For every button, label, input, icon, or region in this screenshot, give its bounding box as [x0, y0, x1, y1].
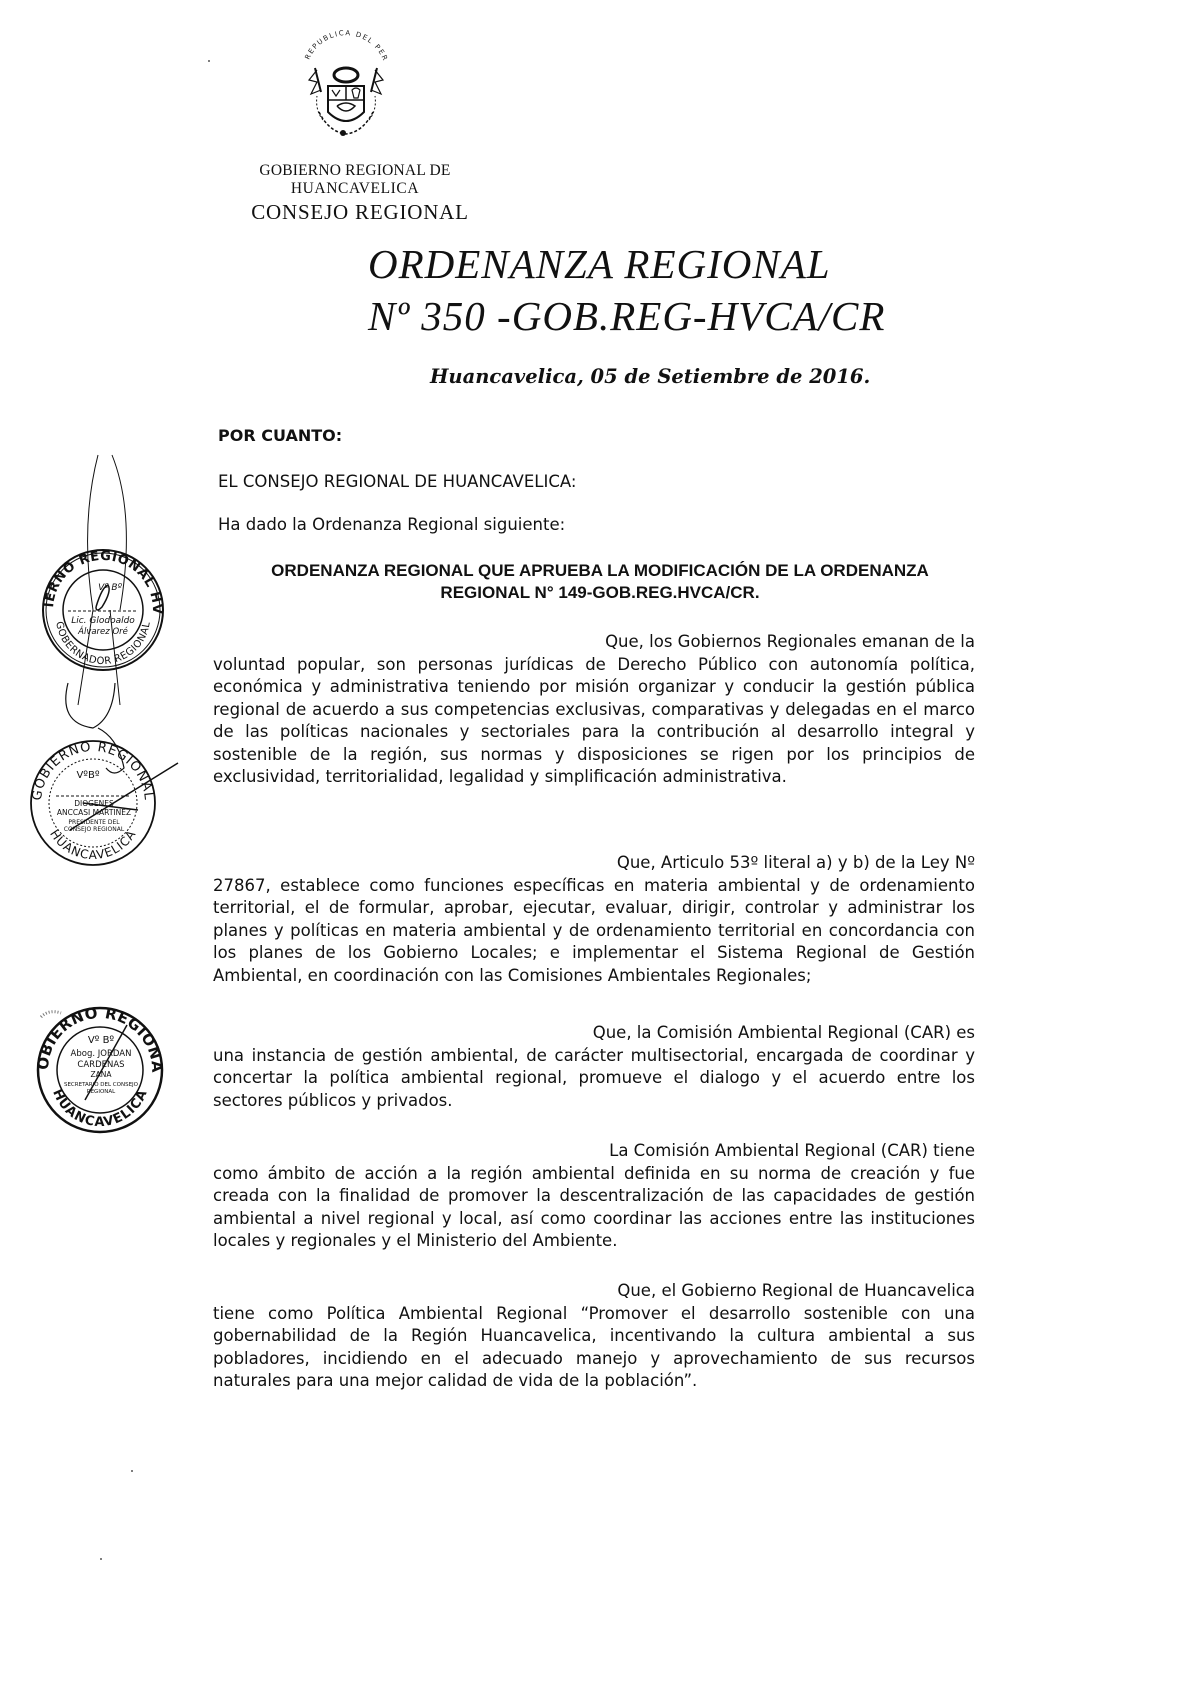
ha-dado-line: Ha dado la Ordenanza Regional siguiente:	[218, 515, 566, 534]
paragraph-text: voluntad popular, son personas jurídicas de Derecho Público con autonomía política, económica y administrativa teniendo por misión organizar y conducir la gestión pública regional de acuerdo a sus competencias exclusivas, comparativas y delegadas en el marco de las políticas nacionales y sectoriales para la contribución al desarrollo integral y sostenible de la región, sus normas y disposiciones se rigen por los principios de exclusividad, territorialidad, legalidad y simplificación administrativa.	[213, 654, 975, 786]
paragraph-text: 27867, establece como funciones específicas en materia ambiental y de ordenamiento territorial, el de formular, aprobar, ejecutar, evaluar, dirigir, controlar y administrar los planes y políticas en materia ambiental y de ordenamiento territorial en concordancia con los planes de los Gobierno Locales; e implementar el Sistema Regional de Gestión Ambiental, en coordinación con las Comisiones Ambientales Regionales;	[213, 875, 975, 985]
stamp-name-1: Abog. JORDAN	[70, 1049, 132, 1059]
stamp-role-1: SECRETARIO DEL CONSEJO	[63, 1082, 139, 1088]
presidente-consejo-seal-stamp	[28, 738, 158, 872]
scan-speck	[100, 1558, 102, 1560]
letterhead-line-3: CONSEJO REGIONAL	[251, 200, 469, 224]
stamp-role-2: CONSEJO REGIONAL	[63, 826, 125, 833]
stamp-ring-bottom: HUANCAVELICA	[49, 1087, 151, 1131]
document-date: Huancavelica, 05 de Setiembre de 2016.	[430, 365, 871, 388]
subject-line-1: ORDENANZA REGIONAL QUE APRUEBA LA MODIFICACIÓN DE LA ORDENANZA	[271, 561, 929, 580]
stamp-ring-bottom: GOBERNADOR REGIONAL	[53, 620, 153, 668]
paragraph-lead: Que, los Gobiernos Regionales emanan de la	[605, 632, 975, 651]
stamp-ring-bottom: HUANCAVELICA	[47, 827, 139, 862]
document-title: ORDENANZA REGIONAL	[368, 241, 831, 287]
secretario-consejo-seal-stamp	[28, 991, 167, 1139]
paragraph-lead: Que, la Comisión Ambiental Regional (CAR) es	[592, 1023, 975, 1042]
considerando-paragraph	[213, 1140, 975, 1253]
paragraph-lead: La Comisión Ambiental Regional (CAR) tiene	[609, 1141, 975, 1160]
stamp-vobo: VºBº	[76, 770, 100, 781]
scan-speck	[208, 60, 210, 62]
stamp-role-2: REGIONAL	[86, 1089, 116, 1095]
stamp-name-2: ANCCASI MARTINEZ	[56, 808, 132, 817]
stamp-ring-top: GOBIERNO REGIONAL	[28, 991, 167, 1074]
crest-motto: REPUBLICA DEL PER	[303, 29, 390, 63]
gobernador-seal-stamp	[32, 534, 168, 679]
paragraph-lead: Que, el Gobierno Regional de Huancavelica	[617, 1281, 975, 1300]
stamp-name-2: CARDENAS	[77, 1060, 125, 1070]
subject-line-2: REGIONAL N° 149-GOB.REG.HVCA/CR.	[440, 583, 760, 602]
stamp-ring-top: GOBIERNO REGIONAL HVCA.	[32, 534, 165, 615]
considerando-paragraph	[213, 852, 975, 987]
document-number: Nº 350 -GOB.REG-HVCA/CR	[368, 293, 886, 339]
consejo-line: EL CONSEJO REGIONAL DE HUANCAVELICA:	[218, 472, 577, 491]
ordinance-subject	[230, 560, 970, 604]
stamp-vobo: Vº Bº	[87, 1035, 115, 1046]
stamp-name-1: DIOGENES	[74, 799, 114, 808]
scan-speck	[131, 1470, 133, 1472]
stamp-name-3: ZANA	[90, 1070, 112, 1079]
stamp-name-1: Lic. Glodoaldo	[71, 616, 135, 626]
stamp-role-1: PRESIDENTE DEL	[68, 819, 120, 826]
paragraph-text: tiene como Política Ambiental Regional “Promover el desarrollo sostenible con una gobernabilidad de la Región Huancavelica, incentivando la cultura ambiental a sus pobladores, incidiendo en el adecuado manejo y aprovechamiento de sus recursos naturales para una mejor calidad de vida de la población”.	[213, 1303, 975, 1390]
considerando-paragraph	[213, 1022, 975, 1112]
peru-coat-of-arms	[295, 20, 395, 150]
stamp-ring-top: GOBIERNO REGIONAL	[29, 739, 157, 802]
por-cuanto-heading: POR CUANTO:	[218, 426, 343, 445]
paragraph-text: una instancia de gestión ambiental, de carácter multisectorial, encargada de coordinar y concertar la política ambiental regional, promueve el dialogo y el acuerdo entre los sectores públicos y privados.	[213, 1045, 975, 1110]
letterhead-line-1: GOBIERNO REGIONAL DE	[259, 162, 451, 179]
paragraph-text: como ámbito de acción a la región ambiental definida en su norma de creación y fue creada con la finalidad de promover la descentralización de las capacidades de gestión ambiental a nivel regional y local, así como coordinar las acciones entre las instituciones locales y regionales y el Ministerio del Ambiente.	[213, 1163, 975, 1250]
paragraph-lead: Que, Articulo 53º literal a) y b) de la Ley Nº	[616, 853, 975, 872]
stamp-vobo: Vº Bº	[98, 583, 122, 593]
letterhead-line-2: HUANCAVELICA	[290, 180, 420, 197]
considerando-paragraph	[213, 1280, 975, 1393]
considerando-paragraph	[213, 631, 975, 789]
stamp-name-2: Álvarez Oré	[78, 627, 128, 637]
svg-text:REPUBLICA DEL PERU	[295, 20, 389, 63]
